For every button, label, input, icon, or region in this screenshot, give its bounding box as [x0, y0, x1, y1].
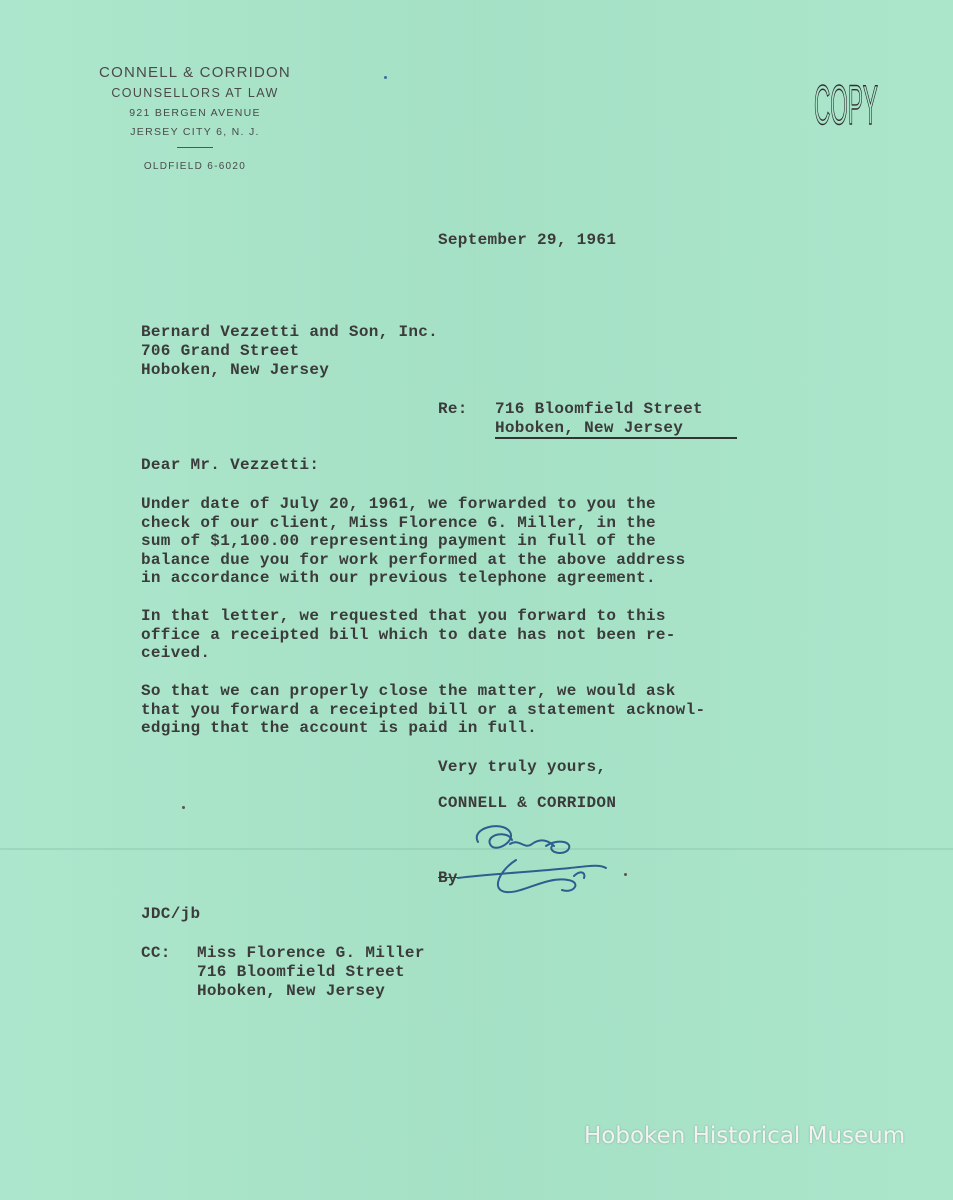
letter-date: September 29, 1961 [438, 231, 617, 249]
copy-stamp [806, 52, 886, 134]
re-underline [495, 437, 737, 439]
recipient-line: Hoboken, New Jersey [141, 361, 330, 379]
letterhead-city: JERSEY CITY 6, N. J. [130, 126, 260, 138]
salutation: Dear Mr. Vezzetti: [141, 456, 320, 474]
paragraph-2: In that letter, we requested that you forward to this office a receipted bill which to date has not been re- ceived. [141, 607, 676, 662]
re-subject [495, 400, 703, 438]
recipient-line: Bernard Vezzetti and Son, Inc. [141, 323, 439, 341]
cc-label: CC: [141, 944, 171, 962]
handwritten-signature [450, 820, 620, 910]
museum-watermark: Hoboken Historical Museum [584, 1123, 906, 1149]
cc-line: Miss Florence G. Miller [197, 944, 425, 962]
letterhead-street: 921 BERGEN AVENUE [129, 107, 261, 119]
cc-line: Hoboken, New Jersey [197, 982, 386, 1000]
re-line: 716 Bloomfield Street [495, 400, 703, 418]
letterhead-phone: OLDFIELD 6-6020 [143, 161, 247, 172]
letterhead-rule [177, 147, 213, 148]
paragraph-3: So that we can properly close the matter, we would ask that you forward a receipted bill or a statement acknowl- edging that the account is paid in full. [141, 682, 706, 737]
typist-initials: JDC/jb [141, 905, 201, 923]
recipient-line: 706 Grand Street [141, 342, 300, 360]
by-label: By [438, 869, 458, 887]
paragraph-1: Under date of July 20, 1961, we forwarded to you the check of our client, Miss Florence G. Miller, in the sum of $1,100.00 representing payment in full of the balance due you for work performed at the above address in accordance with our previous telephone agreement. [141, 495, 686, 587]
letterhead-firm: CONNELL & CORRIDON [99, 64, 291, 81]
signature-firm: CONNELL & CORRIDON [438, 794, 617, 812]
letterhead [60, 64, 330, 172]
closing: Very truly yours, [438, 758, 607, 776]
ink-speck [384, 76, 387, 79]
ink-speck [182, 806, 185, 809]
ink-speck [624, 873, 627, 876]
cc-line: 716 Bloomfield Street [197, 963, 405, 981]
recipient-address [141, 323, 438, 380]
re-label: Re: [438, 400, 468, 418]
copy-stamp-text: COPY [814, 73, 878, 134]
re-line: Hoboken, New Jersey [495, 419, 684, 437]
cc-recipient [197, 944, 425, 1001]
letterhead-subtitle: COUNSELLORS AT LAW [111, 86, 279, 100]
